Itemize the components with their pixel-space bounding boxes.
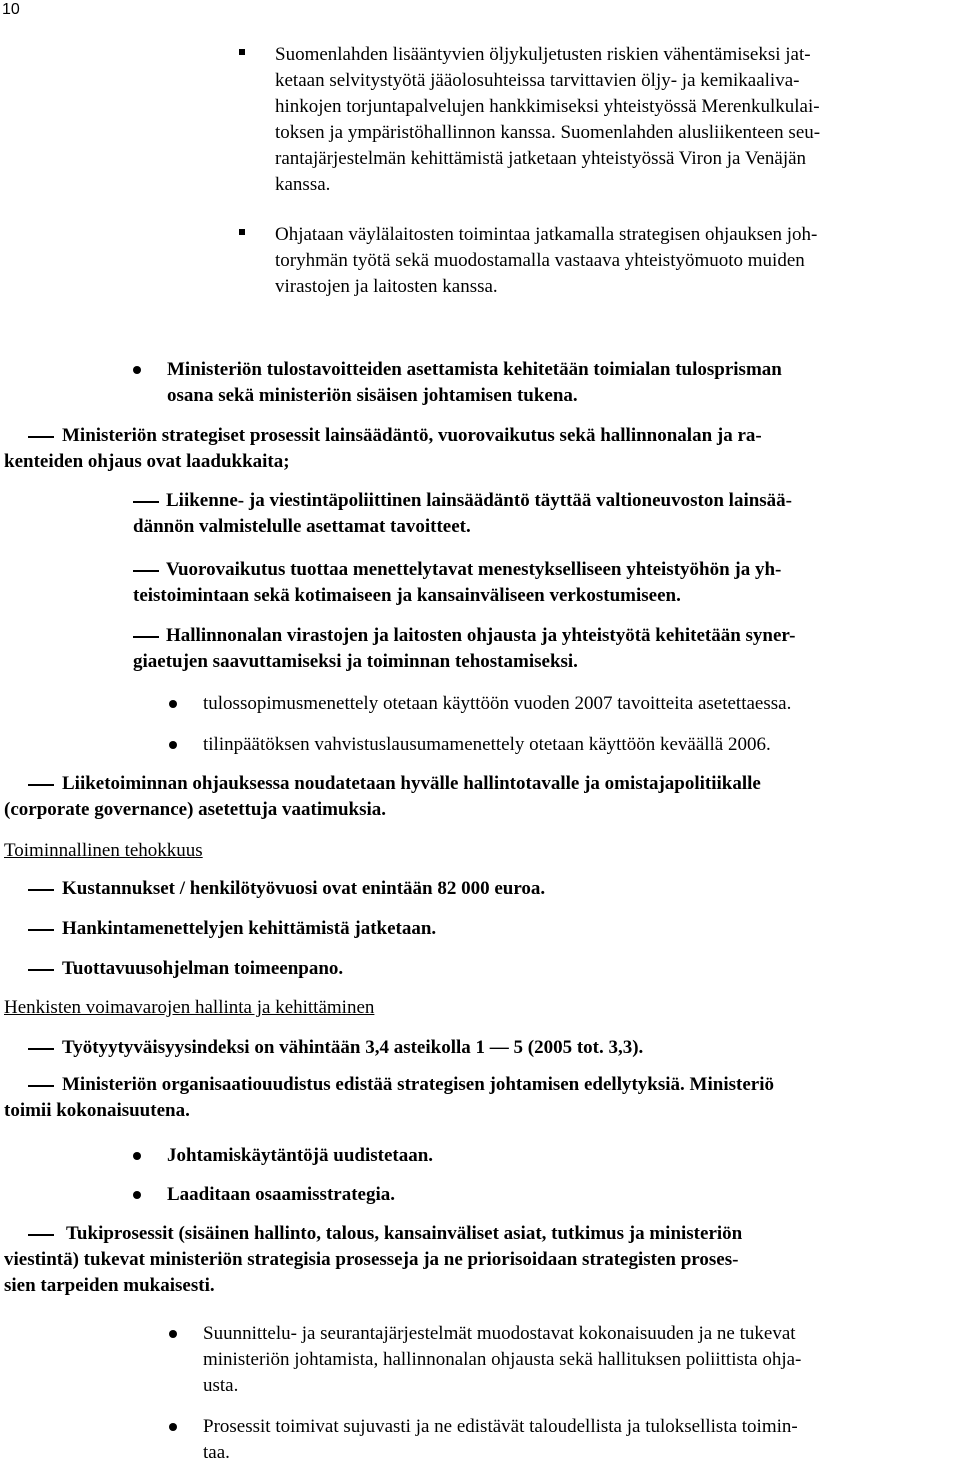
text-line: hinkojen torjuntapalvelujen hankkimiseksi yhteistyössä Merenkulkulai- [275, 96, 820, 117]
paragraph-legislation [133, 488, 957, 540]
text-line: Ohjataan väylälaitosten toimintaa jatkamalla strategisen ohjauksen joh- [275, 224, 818, 245]
bullet-icon [169, 1330, 177, 1338]
list-item-costs: Kustannukset / henkilötyövuosi ovat enintään 82 000 euroa. [62, 878, 546, 899]
paragraph-ministry-targets [167, 357, 957, 409]
text-line: virastojen ja laitosten kanssa. [275, 276, 498, 297]
paragraph-processes-smooth [203, 1414, 956, 1466]
text-line: taa. [203, 1442, 230, 1463]
text-line: (corporate governance) asetettuja vaatimuksia. [4, 799, 387, 820]
list-item-procurement: Hankintamenettelyjen kehittämistä jatketaan. [62, 918, 437, 939]
list-item-satisfaction-index: Työtyytyväisyysindeksi on vähintään 3,4 asteikolla 1 — 5 (2005 tot. 3,3). [62, 1037, 644, 1058]
text-line: toimii kokonaisuutena. [4, 1100, 190, 1121]
text-line: rantajärjestelmän kehittämistä jatketaan yhteistyössä Viron ja Venäjän [275, 148, 807, 169]
text-line: Liikenne- ja viestintäpoliittinen lainsäädäntö täyttää valtioneuvoston lainsää- [166, 490, 793, 511]
text-line: viestintä) tukevat ministeriön strategisia prosesseja ja ne priorisoidaan strategisten proses- [4, 1249, 739, 1270]
text-line: ministeriön johtamista, hallinnonalan ohjausta sekä hallituksen poliittista ohja- [203, 1349, 802, 1370]
dash-icon [28, 1048, 54, 1050]
paragraph-oil-transport [275, 42, 952, 198]
list-item-result-agreement: tulossopimusmenettely otetaan käyttöön vuoden 2007 tavoitteita asetettaessa. [203, 693, 792, 714]
paragraph-waterway-agencies [275, 222, 952, 300]
dash-icon [28, 929, 54, 931]
bullet-icon [169, 1423, 177, 1431]
text-line: toryhmän työtä sekä muodostamalla vastaava yhteistyömuoto muiden [275, 250, 805, 271]
text-line: Ministeriön organisaatiouudistus edistää strategisen johtamisen edellytyksiä. Ministeriö [62, 1074, 774, 1095]
paragraph-agency-steering [133, 623, 957, 675]
dash-icon [28, 969, 54, 971]
bullet-icon [133, 1191, 141, 1199]
paragraph-interaction [133, 557, 957, 609]
text-line: dännön valmistelulle asettamat tavoitteet. [133, 516, 471, 537]
text-line: kenteiden ohjaus ovat laadukkaita; [4, 451, 290, 472]
bullet-icon [133, 366, 141, 374]
text-line: sien tarpeiden mukaisesti. [4, 1275, 215, 1296]
bullet-icon [169, 700, 177, 708]
text-line: Suomenlahden lisääntyvien öljykuljetusten riskien vähentämiseksi jat- [275, 44, 811, 65]
paragraph-support-processes [4, 1221, 957, 1299]
text-line: teistoimintaan sekä kotimaiseen ja kansainväliseen verkostumiseen. [133, 585, 681, 606]
text-line: giaetujen saavuttamiseksi ja toiminnan tehostamiseksi. [133, 651, 578, 672]
text-line: Ministeriön strategiset prosessit lainsäädäntö, vuorovaikutus sekä hallinnonalan ja ra- [62, 425, 762, 446]
bullet-icon [133, 1152, 141, 1160]
dash-icon [28, 889, 54, 891]
list-item-financial-statement: tilinpäätöksen vahvistuslausumamenettely otetaan käyttöön keväällä 2006. [203, 734, 771, 755]
text-line: Tukiprosessit (sisäinen hallinto, talous, kansainväliset asiat, tutkimus ja ministeriön [66, 1223, 743, 1244]
list-item-competence-strategy: Laaditaan osaamisstrategia. [167, 1184, 395, 1205]
text-line: ketaan selvitystyötä jääolosuhteissa tarvittavien öljy- ja kemikaaliva- [275, 70, 800, 91]
text-line: toksen ja ympäristöhallinnon kanssa. Suomenlahden alusliikenteen seu- [275, 122, 821, 143]
square-bullet-icon [239, 49, 245, 55]
paragraph-planning-systems [203, 1321, 956, 1399]
text-line: usta. [203, 1375, 239, 1396]
text-line: kanssa. [275, 174, 331, 195]
section-heading-human-resources: Henkisten voimavarojen hallinta ja kehittäminen [4, 997, 375, 1018]
bullet-icon [169, 741, 177, 749]
list-item-productivity: Tuottavuusohjelman toimeenpano. [62, 958, 344, 979]
text-line: Prosessit toimivat sujuvasti ja ne edistävät taloudellista ja tuloksellista toimin- [203, 1416, 798, 1437]
text-line: Vuorovaikutus tuottaa menettelytavat menestykselliseen yhteistyöhön ja yh- [166, 559, 782, 580]
square-bullet-icon [239, 229, 245, 235]
list-item-management-practices: Johtamiskäytäntöjä uudistetaan. [167, 1145, 434, 1166]
text-line: osana sekä ministeriön sisäisen johtamisen tukena. [167, 385, 578, 406]
paragraph-organisation-reform [4, 1072, 957, 1124]
text-line: Hallinnonalan virastojen ja laitosten ohjausta ja yhteistyötä kehitetään syner- [166, 625, 796, 646]
paragraph-corporate-governance [4, 771, 957, 823]
section-heading-efficiency: Toiminnallinen tehokkuus [4, 840, 203, 861]
paragraph-strategic-processes [4, 423, 957, 475]
page-number: 10 [2, 1, 20, 18]
text-line: Ministeriön tulostavoitteiden asettamista kehitetään toimialan tulosprisman [167, 359, 782, 380]
text-line: Suunnittelu- ja seurantajärjestelmät muodostavat kokonaisuuden ja ne tukevat [203, 1323, 796, 1344]
text-line: Liiketoiminnan ohjauksessa noudatetaan hyvälle hallintotavalle ja omistajapolitiikalle [62, 773, 761, 794]
